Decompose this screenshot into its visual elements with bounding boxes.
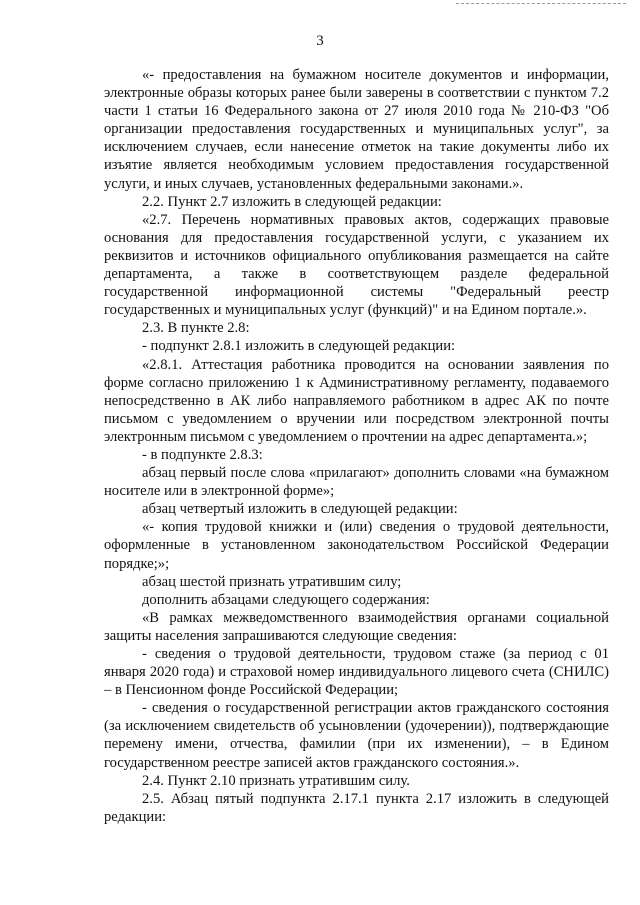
paragraph: 2.2. Пункт 2.7 изложить в следующей редакции:: [142, 193, 442, 210]
paragraph: «2.8.1. Аттестация работника проводится на основании заявления по форме согласно приложению 1 к Административному регламенту, подаваемого непосредственно в АК либо направляемого работником в адрес АК по почте письмом с уведомлением о вручении или посредством электронной почты электронным письмом с уведомлением о прочтении на адрес департамента.»;: [104, 356, 609, 445]
paragraph: - подпункт 2.8.1 изложить в следующей редакции:: [142, 338, 456, 355]
paragraph: «- предоставления на бумажном носителе документов и информации, электронные образы которых ранее были заверены в соответствии с пунктом 7.2 части 1 статьи 16 Федерального закона от 27 июля 2010 года № 210-ФЗ "Об организации предоставления государственных и муниципальных услуг", за исключением случаев, если нанесение отметок на такие документы либо их изъятие является необходимым условием предоставления государственной услуги, и иных случаев, установленных федеральными законами.».: [104, 67, 609, 192]
paragraph: абзац шестой признать утратившим силу;: [142, 573, 402, 590]
paragraph: абзац четвертый изложить в следующей редакции:: [142, 501, 458, 518]
paragraph: 2.4. Пункт 2.10 признать утратившим силу.: [142, 772, 410, 789]
paragraph: - сведения о трудовой деятельности, трудовом стаже (за период с 01 января 2020 года) и страховой номер индивидуального лицевого счета (СНИЛС) – в Пенсионном фонде Российской Федерации;: [104, 646, 609, 699]
page-number: 3: [316, 33, 324, 49]
paragraph: абзац первый после слова «прилагают» дополнить словами «на бумажном носителе или в электронной форме»;: [104, 465, 609, 500]
paragraph: дополнить абзацами следующего содержания:: [142, 591, 430, 608]
document-body: [104, 66, 609, 826]
paragraph: 2.3. В пункте 2.8:: [142, 320, 250, 337]
paragraph: «В рамках межведомственного взаимодействия органами социальной защиты населения запрашиваются следующие сведения:: [104, 609, 609, 644]
paragraph: 2.5. Абзац пятый подпункта 2.17.1 пункта 2.17 изложить в следующей редакции:: [104, 790, 609, 825]
paragraph: «2.7. Перечень нормативных правовых актов, содержащих правовые основания для предоставления государственной услуги, с указанием их реквизитов и источников официального опубликования размещается на сайте департамента, а также в соответствующем разделе федеральной государственной информационной системы "Федеральный реестр государственных и муниципальных услуг (функций)" и на Едином портале.».: [104, 211, 609, 319]
scan-header-marks: [456, 3, 626, 6]
paragraph: - сведения о государственной регистрации актов гражданского состояния (за исключением свидетельств об усыновлении (удочерении)), подтверждающие перемену имени, отчества, фамилии (при их изменении), – в Едином государственном реестре записей актов гражданского состояния.».: [104, 700, 609, 771]
paragraph: «- копия трудовой книжки и (или) сведения о трудовой деятельности, оформленные в установленном законодательством Российской Федерации порядке;»;: [104, 519, 609, 572]
paragraph: - в подпункте 2.8.3:: [142, 446, 263, 463]
